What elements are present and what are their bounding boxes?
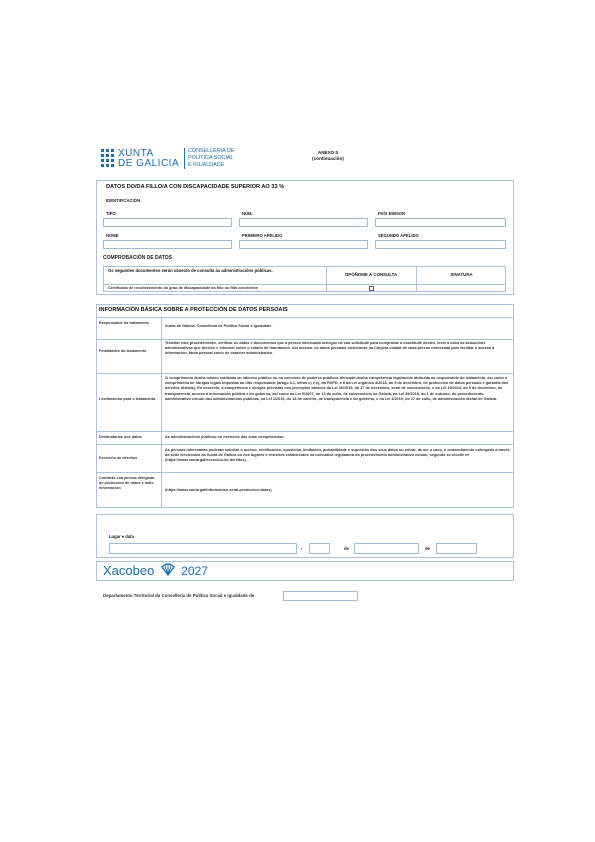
privacy-row-text: (https://www.xunta.gal/informacion-xeral-proteccion-datos)	[165, 488, 272, 492]
annex-subtitle: (continuación)	[312, 156, 344, 161]
privacy-row-divider	[96, 373, 514, 374]
date-de-2: de	[425, 546, 430, 551]
dept-line2: POLÍTICA SOCIAL	[188, 155, 234, 161]
dept-line3: E IGUALDADE	[188, 162, 225, 168]
identification-title: IDENTIFICACIÓN	[106, 198, 140, 203]
xacobeo-logo	[103, 562, 208, 580]
primeiro-apelido-label: PRIMEIRO APELIDO	[242, 233, 283, 238]
privacy-row-text: As administracións públicas no exercicio das súas competencias.	[165, 435, 285, 439]
tipo-field[interactable]	[103, 218, 232, 227]
comp-header-documents: Os seguintes documentos serán obxecto de consulta ás administracións públicas.	[108, 268, 273, 273]
annex-title: ANEXO II	[317, 150, 339, 155]
privacy-row-text: As persoas interesadas poderán solicitar o acceso, rectificación, oposición, limitación, portabilidade e supresión dos seus datos ou retirar, de ser o caso, o consentimento outorgado a través da sede electrónica da Xunta de Galicia ou nos lugares e rexistros establecidos na normativa reguladora do procedemento administrativo común, segundo se recolle en (https://www.xunta.gal/exercicio-de-dereitos).	[165, 448, 510, 463]
privacy-row-divider	[96, 444, 514, 445]
day-field[interactable]	[309, 543, 330, 554]
xunta-emblem-icon	[100, 148, 115, 170]
privacy-row-divider	[96, 472, 514, 473]
logo-line1: XUNTA	[118, 148, 154, 159]
xacobeo-text: Xacobeo	[103, 563, 155, 578]
comp-col-divider-1	[326, 266, 327, 292]
privacy-row-text: Xunta de Galicia. Consellería de Política Social e Igualdade.	[165, 324, 273, 328]
privacy-title: INFORMACIÓN BÁSICA SOBRE A PROTECCIÓN DE DATOS PERSOAIS	[99, 307, 288, 313]
pais-emisor-field[interactable]	[375, 218, 506, 227]
oppose-checkbox[interactable]	[369, 286, 374, 291]
department-text: Departamento Territorial da Consellería de Política Social e Igualdade de	[103, 593, 255, 598]
xacobeo-year: 2027	[181, 564, 208, 578]
privacy-label-column-divider	[161, 317, 162, 508]
date-comma: ,	[301, 545, 303, 551]
scallop-shell-icon	[161, 563, 175, 576]
tipo-label: TIPO	[106, 211, 116, 216]
department-field[interactable]	[283, 591, 358, 601]
pais-emisor-label: PAÍS EMISOR	[378, 211, 406, 216]
segundo-apelido-label: SEGUNDO APELIDO	[378, 233, 419, 238]
privacy-row-divider	[96, 431, 514, 432]
privacy-row-text: Tramitar este procedemento, verificar os datos e documentos que a persoa interesada achegue na súa solicitude para comprobar a exactitude destes, levar a cabo as actuacións administrativas que deriven e informar sobre o estado de tramitación. Así mesmo, os datos persoais incluíranse na Carpeta cidadá de cada persoa interesada para facilitar o acceso á información, tanto persoal como de carácter administrativo.	[165, 341, 495, 356]
comp-header-oppose: OPÓÑOME Á CONSULTA	[344, 272, 398, 277]
xunta-logo	[100, 148, 250, 170]
privacy-row-label: Destinatarias dos datos	[99, 435, 142, 439]
privacy-row-label: Contacto coa persoa delegada de protección de datos e máis información	[99, 476, 155, 491]
logo-divider	[184, 148, 185, 169]
num-field[interactable]	[239, 218, 368, 227]
primeiro-apelido-field[interactable]	[239, 240, 368, 249]
comprobacion-title: COMPROBACIÓN DE DATOS	[103, 255, 172, 261]
child-section-title: DATOS DO/DA FILLO/A CON DISCAPACIDADE SUPERIOR AO 33 %	[106, 184, 285, 190]
month-field[interactable]	[354, 543, 419, 554]
dept-line1: CONSELLERÍA DE	[188, 148, 235, 154]
comp-col-divider-2	[416, 266, 417, 292]
year-field[interactable]	[436, 543, 477, 554]
privacy-row-label: Lexitimación para o tratamento	[99, 397, 156, 401]
privacy-title-divider	[96, 317, 514, 318]
place-field[interactable]	[109, 543, 297, 554]
nome-label: NOME	[106, 233, 119, 238]
nome-field[interactable]	[103, 240, 232, 249]
privacy-row-divider	[96, 339, 514, 340]
comp-header-signature: SINATURA	[450, 272, 473, 277]
privacy-row-label: Responsable do tratamento	[99, 321, 150, 325]
privacy-row-label: Exercicio de dereitos	[99, 456, 138, 460]
privacy-row-text: O cumprimento dunha misión realizada en interese público ou no exercicio de poderes públicos derivada dunha competencia legalmente atribuída ao responsable do tratamento, así como o cumprimento de obrigas legais impostas ao dito responsable (artigo 6.1, letras c) e e), do RXPD, e 8 da Lei orgánica 3/2018, do 5 de decembro, de protección de datos persoais e garantía dos dereitos dixitais). En concreto, a competencia e obrigas previstas nos preceptos básicos da Lei 39/2015, do 17 de novembro, xeral de subvencións, e da Lei 19/2013, do 9 de decembro, de transparencia, acceso á información pública e bo goberno, así como na Lei 9/2007, do 13 de xuño, de subvencións de Galicia, na Lei 39/2015, do 1 de outubro, do procedemento administrativo común das administracións públicas, na Lei 1/2016, do 18 de xaneiro, de transparencia e bo goberno, e na Lei 4/2019, do 17 de xullo, de administración dixital de Galicia.	[165, 376, 509, 401]
num-label: NÚM.	[242, 211, 253, 216]
segundo-apelido-field[interactable]	[375, 240, 506, 249]
comp-row-document: Certificado de recoñecemento do grao de discapacidade do fillo ou filla convivente	[108, 285, 258, 290]
logo-line2: DE GALICIA	[118, 158, 180, 169]
date-de-1: de	[344, 546, 349, 551]
privacy-row-label: Finalidades do tratamento	[99, 349, 147, 353]
place-date-label: Lugar e data	[109, 534, 134, 539]
